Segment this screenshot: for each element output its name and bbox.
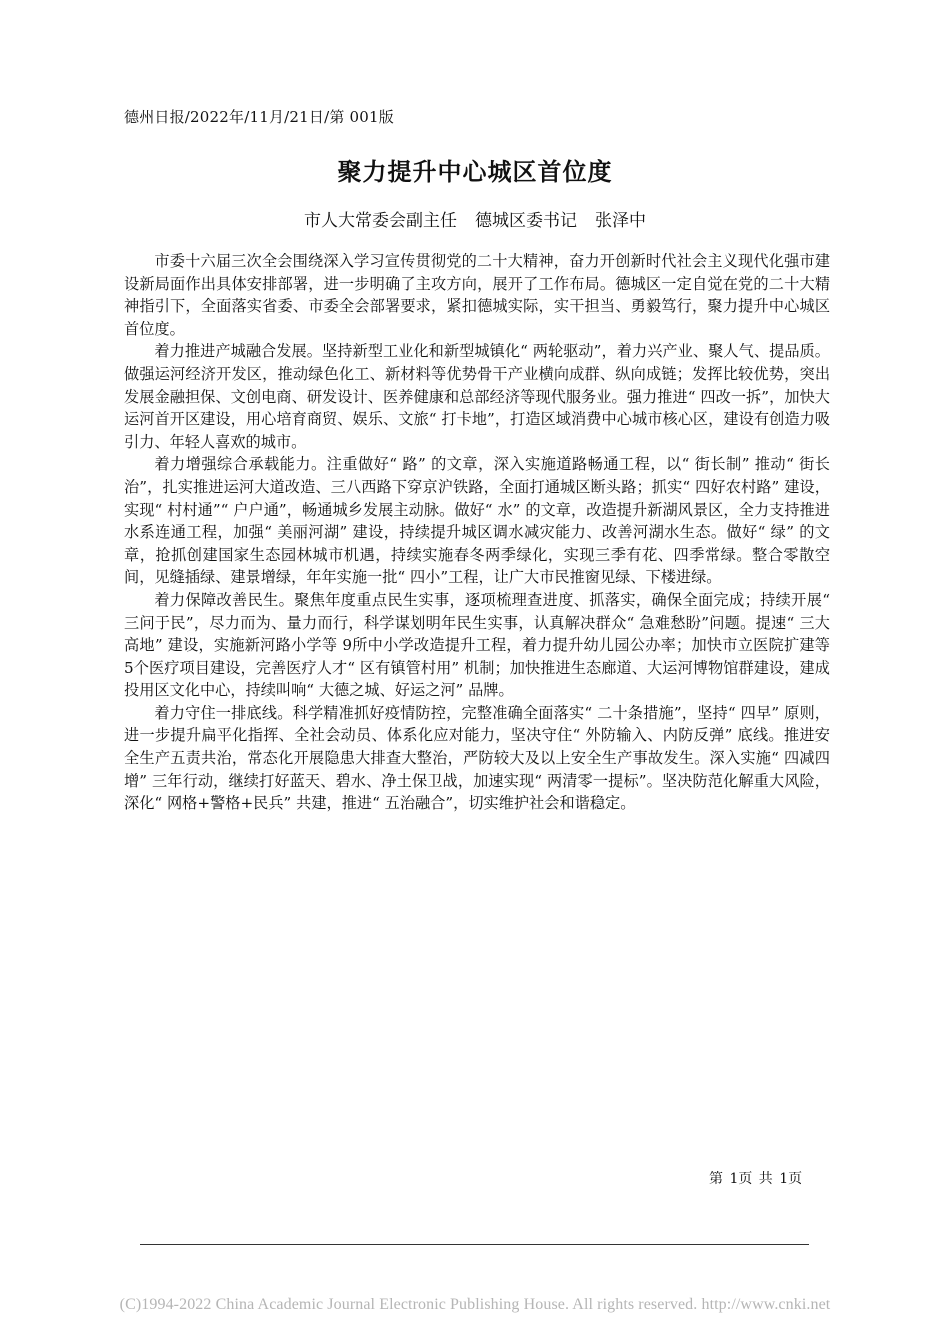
paragraph-capacity: 着力增强综合承载能力。注重做好“ 路” 的文章，深入实施道路畅通工程，以“ 街长制” 推动“ 街长治”，扎实推进运河大道改造、三八西路下穿京沪铁路，全面打通城区断头路；抓实“ 四好农村路” 建设，实现“ 村村通”“ 户户通”，畅通城乡发展主动脉。做好“ 水” 的文章，改造提升新湖风景区，全力支持推进水系连通工程，加强“ 美丽河湖” 建设，持续提升城区调水减灾能力、改善河湖水生态。做好“ 绿” 的文章，抢抓创建国家生态园林城市机遇，持续实施春冬两季绿化，实现三季有花、四季常绿。整合零散空间，见缝插绿、建景增绿，年年实施一批“ 四小”工程，让广大市民推窗见绿、下楼进绿。: [124, 455, 830, 587]
source-line: 德州日报/2022年/11月/21日/第 001版: [124, 108, 394, 126]
author-position-2: 德城区委书记: [475, 211, 577, 231]
author-name: 张泽中: [595, 211, 646, 231]
copyright-watermark: (C)1994-2022 China Academic Journal Electronic Publishing House. All rights reserved. http://www.cnki.net: [119, 1296, 831, 1313]
paragraph-intro: 市委十六届三次全会围绕深入学习宣传贯彻党的二十大精神，奋力开创新时代社会主义现代化强市建设新局面作出具体安排部署，进一步明确了主攻方向，展开了工作布局。德城区一定自觉在党的二十大精神指引下，全面落实省委、市委全会部署要求，紧扣德城实际，实干担当、勇毅笃行，聚力提升中心城区首位度。: [124, 252, 830, 338]
paragraph-livelihood: 着力保障改善民生。聚焦年度重点民生实事，逐项梳理查进度、抓落实，确保全面完成；持续开展“ 三问于民”，尽力而为、量力而行，科学谋划明年民生实事，认真解决群众“ 急难愁盼”问题。提速“ 三大高地” 建设，实施新河路小学等 9所中小学改造提升工程，着力提升幼儿园公办率；加快市立医院扩建等 5个医疗项目建设，完善医疗人才“ 区有镇管村用” 机制；加快推进生态廊道、大运河博物馆群建设，建成投用区文化中心，持续叫响“ 大德之城、好运之河” 品牌。: [124, 590, 830, 700]
article-body: [124, 250, 830, 815]
paragraph-industry-city: 着力推进产城融合发展。坚持新型工业化和新型城镇化“ 两轮驱动”，着力兴产业、聚人气、提品质。做强运河经济开发区，推动绿色化工、新材料等优势骨干产业横向成群、纵向成链；发挥比较优势，突出发展金融担保、文创电商、研发设计、医养健康和总部经济等现代服务业。强力推进“ 四改一拆”，加快大运河首开区建设，用心培育商贸、娱乐、文旅“ 打卡地”，打造区域消费中心城市核心区，建设有创造力吸引力、年轻人喜欢的城市。: [124, 342, 830, 451]
footer-divider: [140, 1244, 809, 1245]
paragraph-bottom-line: 着力守住一排底线。科学精准抓好疫情防控，完整准确全面落实“ 二十条措施”，坚持“ 四早” 原则，进一步提升扁平化指挥、全社会动员、体系化应对能力，坚决守住“ 外防输入、内防反弹” 底线。推进安全生产五责共治，常态化开展隐患大排查大整治，严防较大及以上安全生产事故发生。深入实施“ 四减四增” 三年行动，继续打好蓝天、碧水、净土保卫战，加速实现“ 两清零一提标”。坚决防范化解重大风险，深化“ 网格+警格+民兵” 共建，推进“ 五治融合”，切实维护社会和谐稳定。: [124, 703, 830, 813]
article-title: 聚力提升中心城区首位度: [337, 158, 613, 186]
page-number: 第 1页 共 1页: [709, 1171, 803, 1187]
author-position-1: 市人大常委会副主任: [304, 211, 457, 231]
byline: [0, 206, 950, 231]
